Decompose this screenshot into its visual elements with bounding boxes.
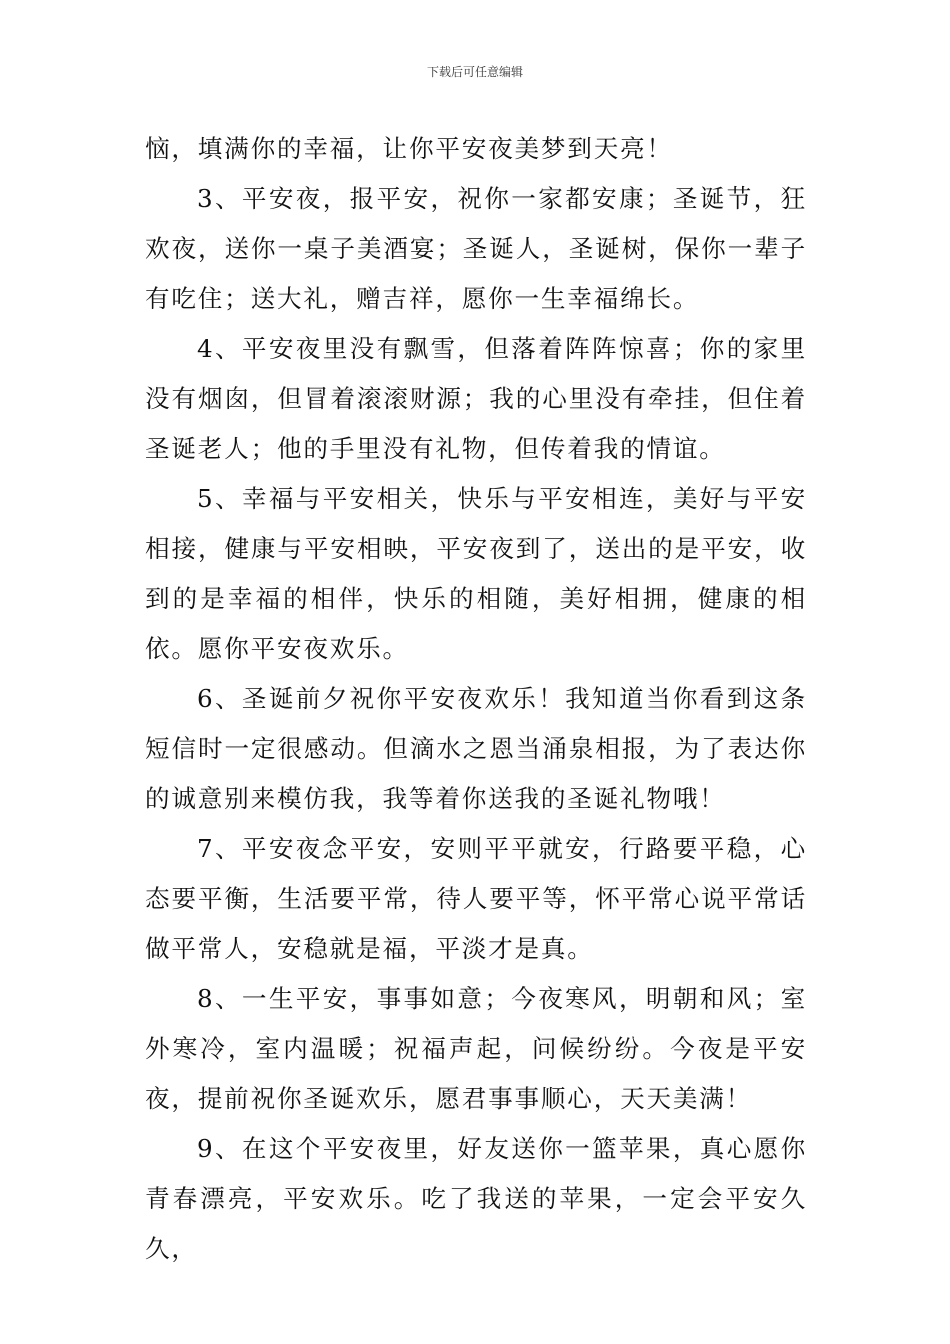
paragraph-item-9: 9、在这个平安夜里，好友送你一篮苹果，真心愿你青春漂亮，平安欢乐。吃了我送的苹果，一定会平安久久， bbox=[145, 1134, 807, 1263]
paragraph-continuation: 恼，填满你的幸福，让你平安夜美梦到天亮！ bbox=[145, 134, 673, 163]
paragraph-item-4: 4、平安夜里没有飘雪，但落着阵阵惊喜；你的家里没有烟囱，但冒着滚滚财源；我的心里没有牵挂，但住着圣诞老人；他的手里没有礼物，但传着我的情谊。 bbox=[145, 334, 807, 463]
document-body bbox=[145, 124, 807, 1274]
paragraph-item-7: 7、平安夜念平安，安则平平就安，行路要平稳，心态要平衡，生活要平常，待人要平等，怀平常心说平常话做平常人，安稳就是福，平淡才是真。 bbox=[145, 834, 807, 963]
paragraph-item-8: 8、一生平安，事事如意；今夜寒风，明朝和风；室外寒冷，室内温暖；祝福声起，问候纷纷。今夜是平安夜，提前祝你圣诞欢乐，愿君事事顺心，天天美满！ bbox=[145, 984, 807, 1113]
paragraph-item-5: 5、幸福与平安相关，快乐与平安相连，美好与平安相接，健康与平安相映，平安夜到了，送出的是平安，收到的是幸福的相伴，快乐的相随，美好相拥，健康的相依。愿你平安夜欢乐。 bbox=[145, 484, 807, 663]
page-header-note: 下载后可任意编辑 bbox=[426, 65, 523, 79]
paragraph-item-3: 3、平安夜，报平安，祝你一家都安康；圣诞节，狂欢夜，送你一桌子美酒宴；圣诞人，圣诞树，保你一辈子有吃住；送大礼，赠吉祥，愿你一生幸福绵长。 bbox=[145, 184, 807, 313]
paragraph-item-6: 6、圣诞前夕祝你平安夜欢乐！我知道当你看到这条短信时一定很感动。但滴水之恩当涌泉相报，为了表达你的诚意别来模仿我，我等着你送我的圣诞礼物哦！ bbox=[145, 684, 807, 813]
